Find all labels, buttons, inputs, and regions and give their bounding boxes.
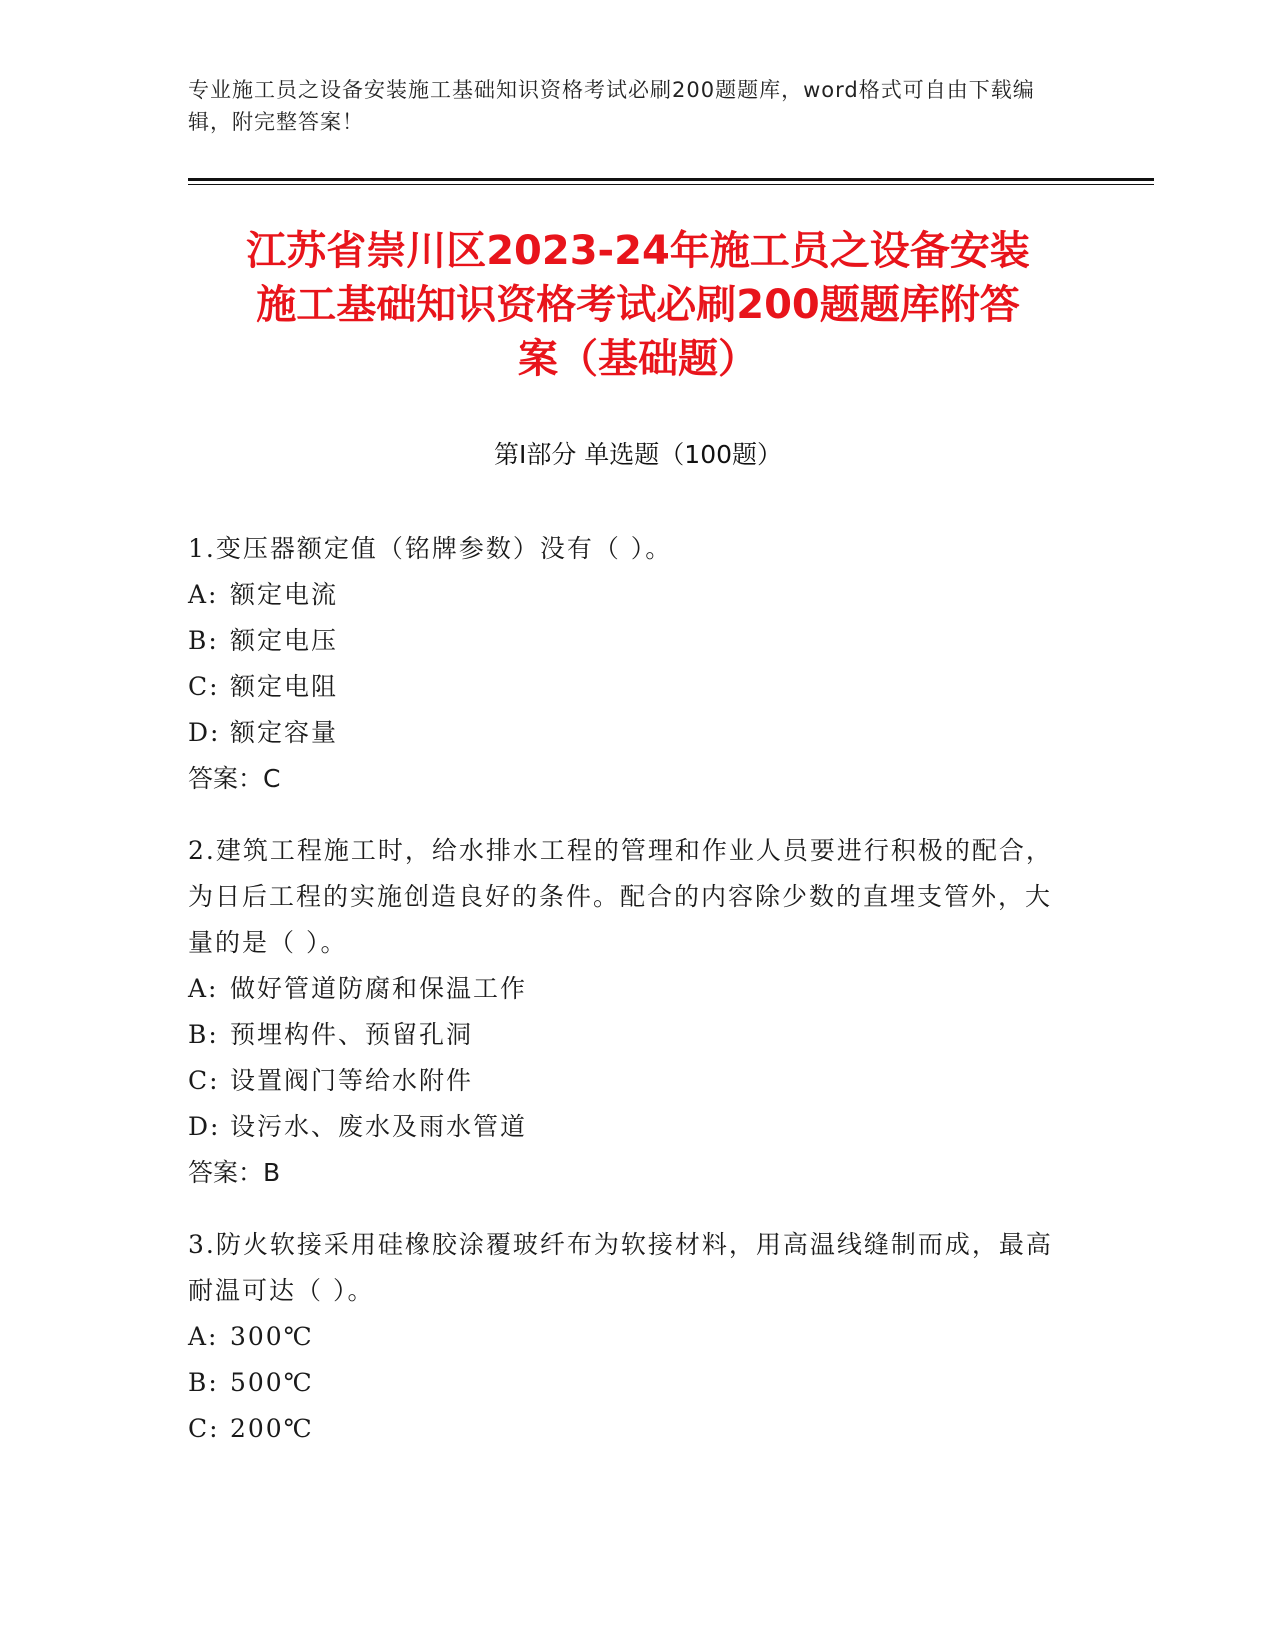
option-key: A:	[188, 974, 219, 1003]
option-c	[188, 1058, 1068, 1104]
question-stem: 2.建筑工程施工时，给水排水工程的管理和作业人员要进行积极的配合，为日后工程的实施创造良好的条件。配合的内容除少数的直埋支管外，大量的是（ ）。	[188, 836, 1053, 957]
question-3	[188, 1222, 1068, 1452]
option-text: 300℃	[230, 1322, 314, 1351]
header-rule-thick	[188, 178, 1154, 181]
option-a	[188, 1314, 1068, 1360]
question-1	[188, 526, 1068, 802]
option-key: A:	[188, 580, 219, 609]
option-c	[188, 664, 1068, 710]
option-text: 做好管道防腐和保温工作	[230, 974, 528, 1003]
option-key: D:	[188, 1112, 221, 1141]
option-key: C:	[188, 1414, 220, 1443]
option-b	[188, 1012, 1068, 1058]
header-note: 专业施工员之设备安装施工基础知识资格考试必刷200题题库，word格式可自由下载编辑，附完整答案！	[188, 78, 1035, 134]
option-text: 设置阀门等给水附件	[230, 1066, 474, 1095]
title-line-2: 施工基础知识资格考试必刷200题题库附答	[256, 282, 1020, 328]
header-rule-thin	[188, 184, 1154, 185]
option-d	[188, 710, 1068, 756]
title-line-1: 江苏省崇川区2023-24年施工员之设备安装	[246, 228, 1030, 274]
question-stem: 3.防火软接采用硅橡胶涂覆玻纤布为软接材料，用高温线缝制而成，最高耐温可达（ ）。	[188, 1230, 1053, 1305]
option-key: C:	[188, 672, 220, 701]
option-text: 额定容量	[230, 718, 339, 747]
document-title	[188, 224, 1088, 386]
question-2	[188, 828, 1068, 1196]
option-text: 额定电压	[230, 626, 339, 655]
option-d	[188, 1104, 1068, 1150]
answer-text: 答案：C	[188, 764, 281, 793]
option-text: 预埋构件、预留孔洞	[230, 1020, 474, 1049]
option-key: B:	[188, 1368, 219, 1397]
option-text: 额定电流	[230, 580, 339, 609]
question-list	[188, 526, 1068, 1478]
option-text: 设污水、废水及雨水管道	[230, 1112, 528, 1141]
option-text: 500℃	[230, 1368, 314, 1397]
option-a	[188, 572, 1068, 618]
answer-text: 答案：B	[188, 1158, 281, 1187]
option-key: B:	[188, 626, 219, 655]
option-key: B:	[188, 1020, 219, 1049]
option-text: 200℃	[230, 1414, 314, 1443]
option-b	[188, 1360, 1068, 1406]
section-title: 第Ⅰ部分 单选题（100题）	[493, 440, 783, 469]
option-text: 额定电阻	[230, 672, 339, 701]
option-b	[188, 618, 1068, 664]
option-a	[188, 966, 1068, 1012]
title-line-3: 案（基础题）	[518, 336, 758, 382]
option-key: D:	[188, 718, 221, 747]
option-c	[188, 1406, 1068, 1452]
option-key: C:	[188, 1066, 220, 1095]
option-key: A:	[188, 1322, 219, 1351]
question-stem: 1.变压器额定值（铭牌参数）没有（ ）。	[188, 534, 673, 563]
